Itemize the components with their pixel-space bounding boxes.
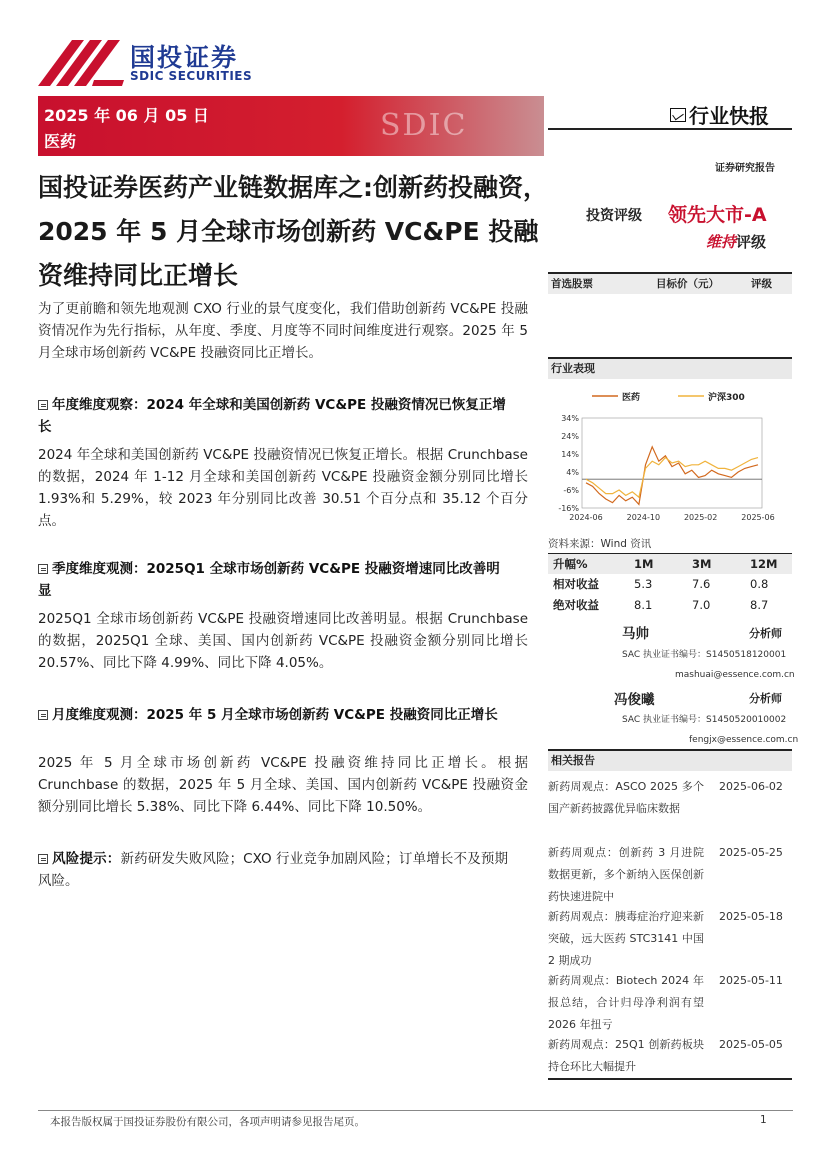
- related-report-title[interactable]: 新药周观点：胰毒症治疗迎来新突破，远大医药 STC3141 中国 2 期成功: [548, 910, 704, 967]
- picks-header: [548, 274, 792, 294]
- report-category: 证券研究报告: [715, 163, 775, 174]
- col-header: 升幅%: [553, 557, 588, 571]
- cell-value: 7.6: [692, 577, 711, 591]
- related-report-title[interactable]: 新药周观点：ASCO 2025 多个国产新药披露优异临床数据: [548, 780, 704, 815]
- picks-col-rating: 评级: [751, 278, 772, 290]
- col-header: 3M: [692, 557, 712, 571]
- section-heading: 年度维度观察：2024 年全球和美国创新药 VC&PE 投融资情况已恢复正增长: [38, 397, 506, 435]
- chart-icon: [670, 108, 686, 122]
- x-tick-label: 2024-10: [626, 513, 661, 522]
- bullet-icon: [38, 564, 48, 574]
- date-banner: [38, 96, 544, 156]
- related-report-title[interactable]: 新药周观点：25Q1 创新药板块持仓环比大幅提升: [548, 1038, 704, 1073]
- report-title: 国投证券医药产业链数据库之:创新药投融资，2025 年 5 月全球市场创新药 VC&PE 投融资维持同比正增长: [38, 173, 548, 290]
- y-tick-label: 14%: [561, 450, 579, 459]
- legend-label: 沪深300: [708, 393, 745, 403]
- performance-chart-svg: [548, 382, 792, 532]
- company-logo: [38, 36, 268, 86]
- analyst-sac: SAC 执业证书编号：S1450520010002: [622, 715, 787, 725]
- logo-text-cn: 国投证券: [130, 43, 239, 72]
- analyst-role: 分析师: [749, 692, 782, 705]
- related-report-date: 2025-05-18: [719, 910, 783, 923]
- legend-label: 医药: [622, 393, 641, 403]
- related-report-item[interactable]: [548, 970, 792, 1036]
- related-report-date: 2025-06-02: [719, 780, 783, 793]
- y-tick-label: 34%: [561, 414, 579, 423]
- cell-value: 7.0: [692, 598, 711, 612]
- table-row: [548, 595, 792, 616]
- performance-table-header: [548, 553, 792, 574]
- rating-status-rest: 评级: [736, 233, 767, 251]
- rating-label: 投资评级: [586, 208, 642, 224]
- rating-value: 领先大市-A: [668, 204, 767, 226]
- rating-status: [706, 231, 766, 252]
- analyst-sac: SAC 执业证书编号：S1450518120001: [622, 650, 787, 660]
- report-date: 2025 年 06 月 05 日: [44, 106, 209, 125]
- banner-watermark: SDIC: [380, 108, 468, 143]
- cell-value: 0.8: [750, 577, 769, 591]
- related-report-item[interactable]: [548, 1034, 792, 1078]
- bullet-icon: [38, 400, 48, 410]
- related-report-item[interactable]: [548, 842, 792, 908]
- related-report-date: 2025-05-11: [719, 974, 783, 987]
- cell-value: 8.1: [634, 598, 653, 612]
- logo-text-en: SDIC SECURITIES: [130, 69, 253, 83]
- section-body: 2025Q1 全球市场创新药 VC&PE 投融资增速同比改善明显。根据 Crunchbase 的数据，2025Q1 全球、美国、国内创新药 VC&PE 投融资金额分别同比增长 20.57%、同比下降 4.99%、同比下降 4.05%。: [38, 611, 528, 671]
- bullet-icon: [38, 854, 48, 864]
- series-line-1: [586, 447, 758, 505]
- analyst-name: 马帅: [622, 626, 649, 642]
- related-report-date: 2025-05-05: [719, 1038, 783, 1051]
- section-heading: 月度维度观测：2025 年 5 月全球市场创新药 VC&PE 投融资同比正增长: [38, 704, 508, 726]
- row-label: 绝对收益: [553, 598, 599, 612]
- rating-status-emph: 维持: [706, 233, 737, 251]
- cell-value: 5.3: [634, 577, 653, 591]
- related-report-title[interactable]: 新药周观点：Biotech 2024 年报总结，合计归母净利润有望 2026 年扭亏: [548, 974, 704, 1031]
- analyst-email[interactable]: fengjx@essence.com.cn: [689, 735, 799, 745]
- x-tick-label: 2025-02: [683, 513, 718, 522]
- footer-disclaimer: 本报告版权属于国投证券股份有限公司，各项声明请参见报告尾页。: [50, 1116, 365, 1128]
- analyst-role: 分析师: [749, 627, 782, 640]
- footer-divider: [38, 1110, 793, 1111]
- header-divider: [548, 128, 792, 130]
- picks-col-target: 目标价（元）: [656, 278, 719, 290]
- y-tick-label: 24%: [561, 432, 579, 441]
- related-report-item[interactable]: [548, 776, 792, 820]
- logo-mark-icon: [38, 36, 126, 86]
- performance-heading: 行业表现: [548, 359, 792, 379]
- section-body: 2024 年全球和美国创新药 VC&PE 投融资情况已恢复正增长。根据 Crunchbase 的数据，2024 年 1-12 月全球和美国创新药 VC&PE 投融资金额分别同比增长 1.93%和 5.29%，较 2023 年分别同比改善 30.51 个百分点和 35.12 个百分点。: [38, 447, 528, 529]
- chart-source: 资料来源：Wind 资讯: [548, 538, 652, 550]
- related-report-title[interactable]: 新药周观点：创新药 3 月进院数据更新，多个新纳入医保创新药快速进院中: [548, 846, 704, 903]
- section-body: 2025 年 5 月全球市场创新药 VC&PE 投融资维持同比正增长。根据 Crunchbase 的数据，2025 年 5 月全球、美国、国内创新药 VC&PE 投融资金额分别同比增长 5.38%、同比下降 6.44%、同比下降 10.50%。: [38, 755, 528, 815]
- row-label: 相对收益: [553, 577, 599, 591]
- performance-chart: [548, 382, 792, 532]
- risk-paragraph: 风险提示：新药研发失败风险；CXO 行业竞争加剧风险；订单增长不及预期风险。: [38, 851, 509, 889]
- analyst-name: 冯俊曦: [614, 692, 655, 708]
- report-sector: 医药: [44, 132, 77, 151]
- section-heading: 季度维度观测：2025Q1 全球市场创新药 VC&PE 投融资增速同比改善明显: [38, 561, 500, 599]
- bullet-icon: [38, 710, 48, 720]
- y-tick-label: -6%: [563, 486, 579, 495]
- related-report-date: 2025-05-25: [719, 846, 783, 859]
- table-row: [548, 574, 792, 595]
- x-tick-label: 2025-06: [741, 513, 775, 522]
- analyst-email[interactable]: mashuai@essence.com.cn: [675, 670, 795, 680]
- report-type-label: 行业快报: [689, 104, 769, 128]
- picks-col-stock: 首选股票: [551, 278, 593, 290]
- related-bottom-divider: [548, 1078, 792, 1080]
- col-header: 12M: [750, 557, 778, 571]
- y-tick-label: -16%: [558, 504, 579, 513]
- report-type: [670, 100, 769, 129]
- related-report-item[interactable]: [548, 906, 792, 972]
- related-heading: 相关报告: [548, 751, 792, 771]
- summary-paragraph: 为了更前瞻和领先地观测 CXO 行业的景气度变化，我们借助创新药 VC&PE 投融资情况作为先行指标，从年度、季度、月度等不同时间维度进行观察。2025 年 5 月全球市场创新药 VC&PE 投融资同比正增长。: [38, 301, 528, 361]
- performance-table: [548, 553, 792, 616]
- col-header: 1M: [634, 557, 654, 571]
- y-tick-label: 4%: [566, 468, 579, 477]
- page-number: 1: [760, 1114, 767, 1126]
- cell-value: 8.7: [750, 598, 769, 612]
- x-tick-label: 2024-06: [569, 513, 603, 522]
